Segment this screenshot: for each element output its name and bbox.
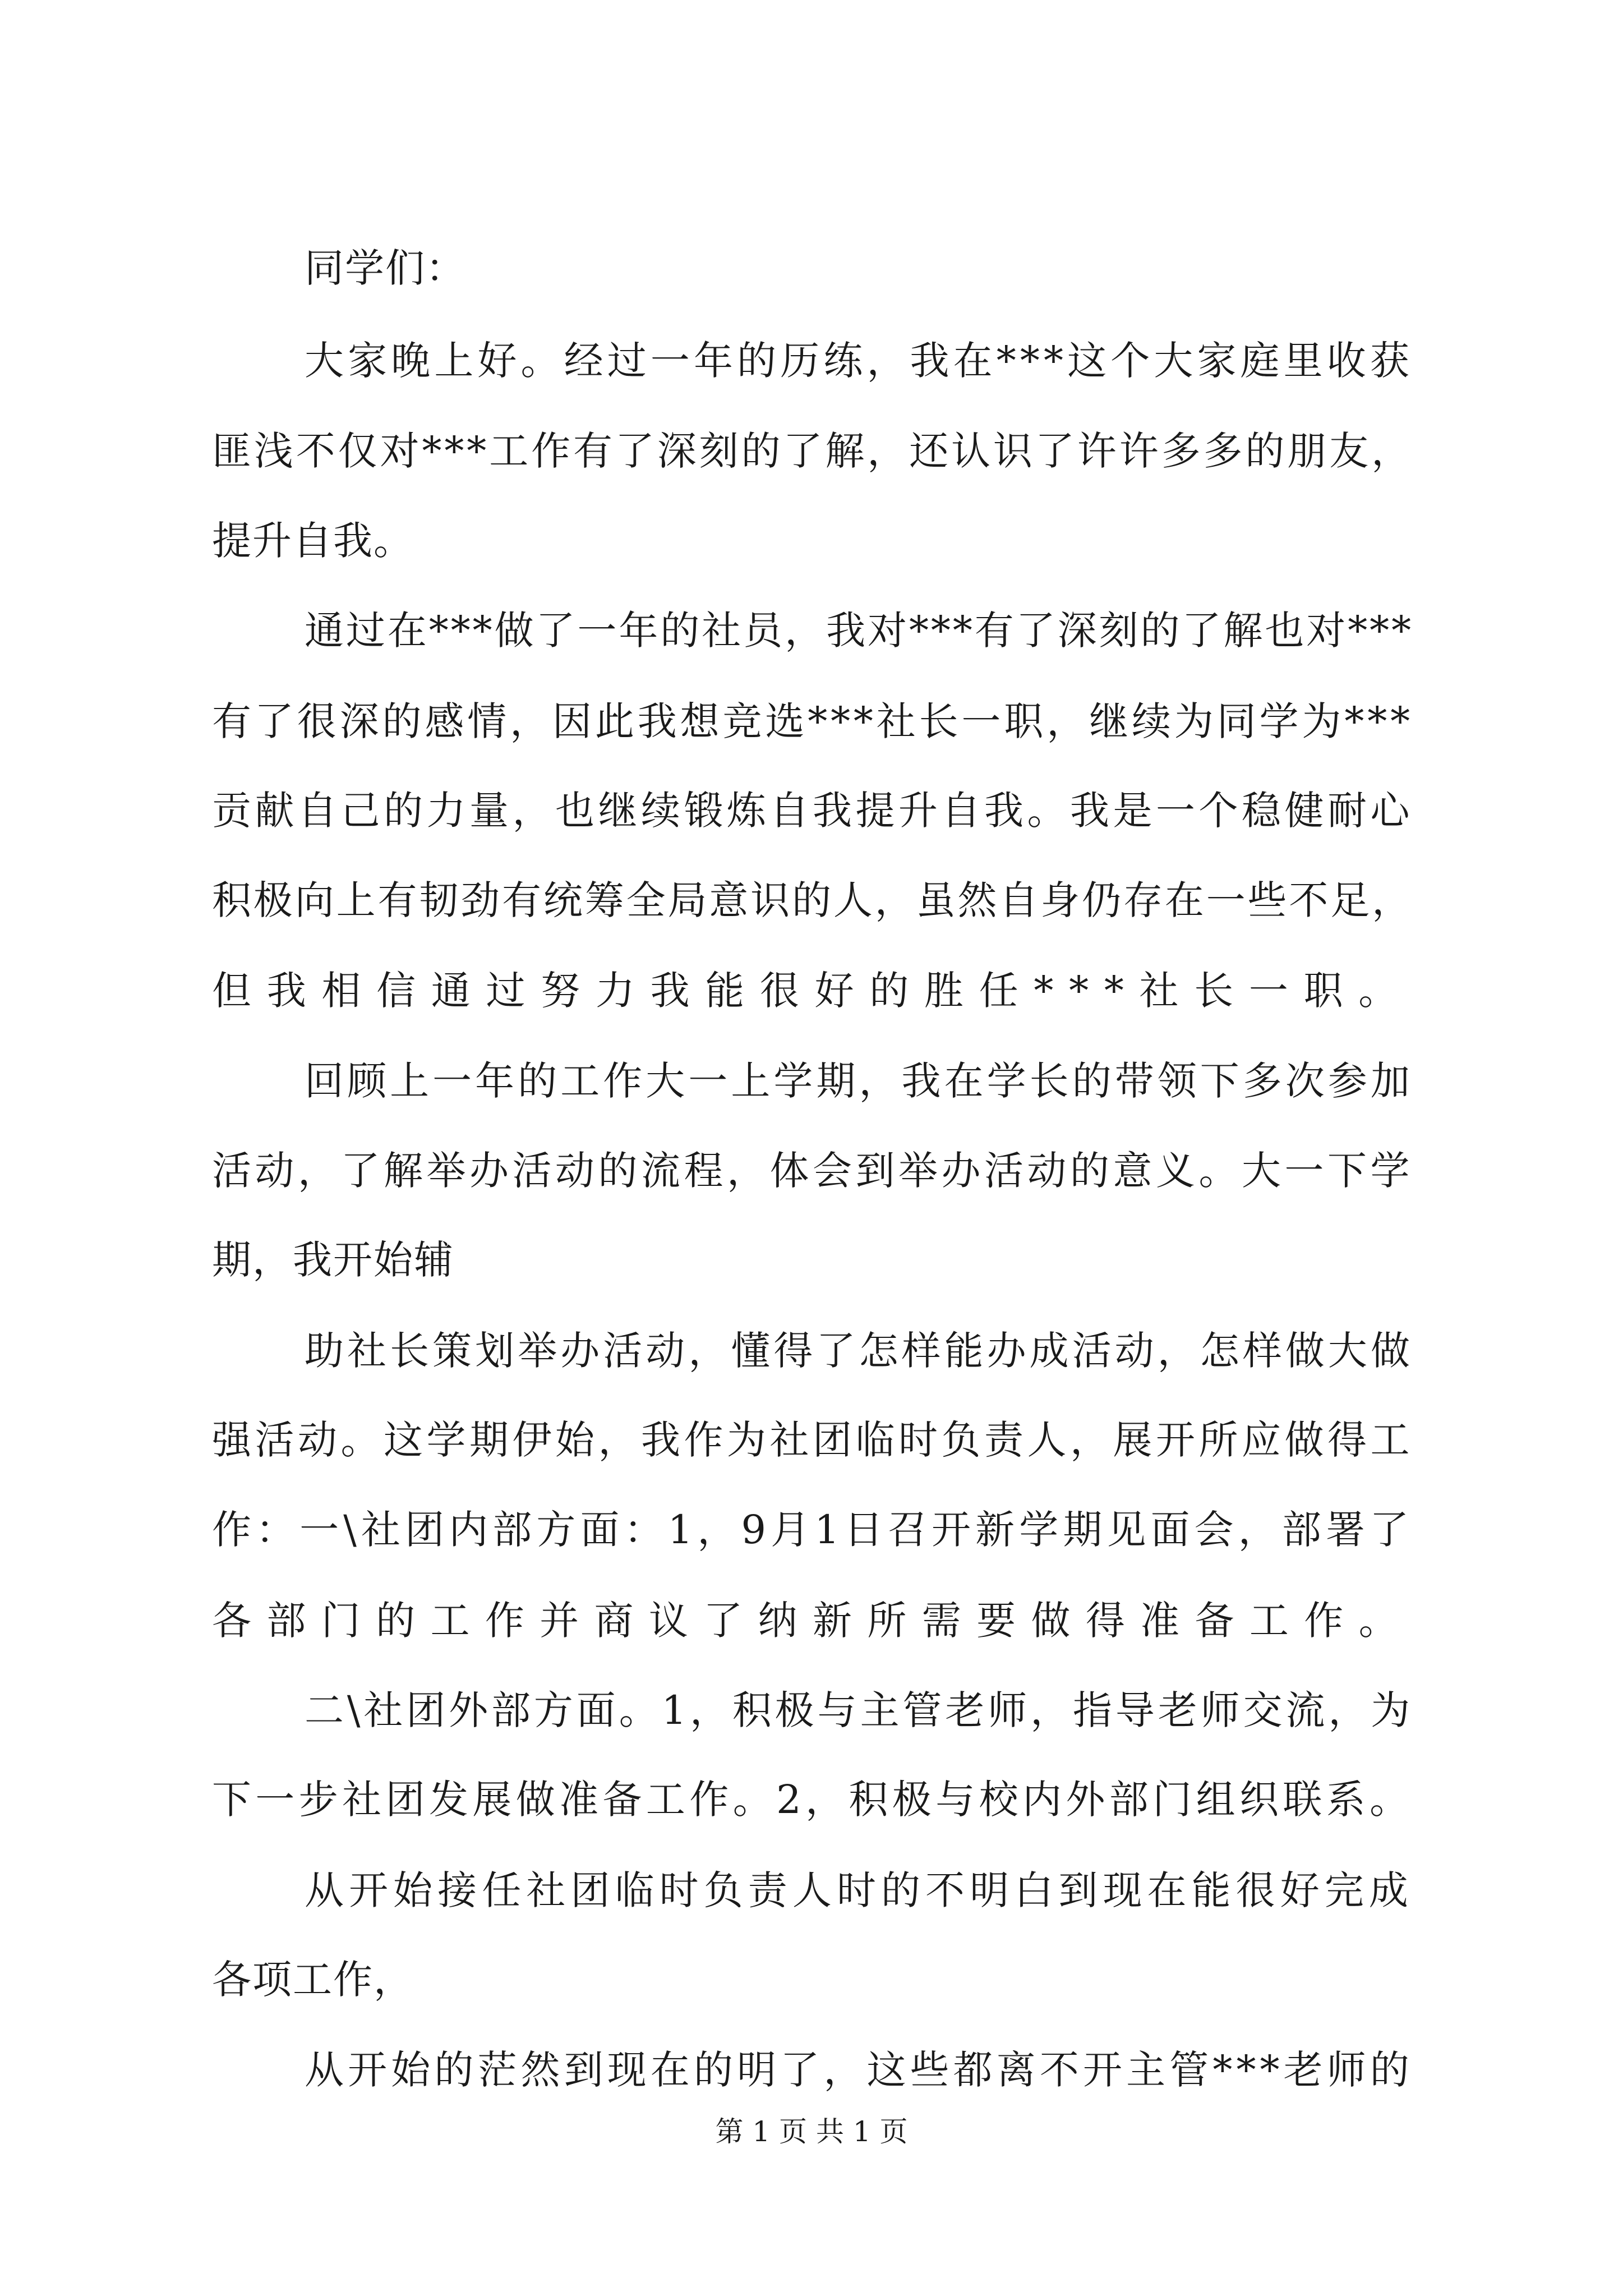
text-line: 贡献自己的力量，也继续锻炼自我提升自我。我是一个稳健耐心 <box>212 788 1413 834</box>
text-line: 同学们： <box>305 245 466 291</box>
text-line: 期，我开始辅 <box>212 1237 454 1283</box>
text-line: 活动，了解举办活动的流程，体会到举办活动的意义。大一下学 <box>212 1148 1413 1194</box>
page-number-footer: 第 1 页 共 1 页 <box>715 2115 908 2148</box>
text-line: 下一步社团发展做准备工作。2，积极与校内外部门组织联系。 <box>212 1777 1413 1823</box>
text-line: 提升自我。 <box>212 518 414 564</box>
text-line: 大家晚上好。经过一年的历练，我在***这个大家庭里收获 <box>305 338 1413 384</box>
text-line: 从开始的茫然到现在的明了，这些都离不开主管***老师的 <box>305 2047 1413 2093</box>
text-line: 匪浅不仅对***工作有了深刻的了解，还认识了许许多多的朋友， <box>212 428 1413 474</box>
text-line: 从开始接任社团临时负责人时的不明白到现在能很好完成 <box>305 1867 1413 1913</box>
text-line: 积极向上有韧劲有统筹全局意识的人，虽然自身仍存在一些不足， <box>212 877 1413 923</box>
text-line: 各项工作， <box>212 1957 414 2003</box>
text-line: 助社长策划举办活动，懂得了怎样能办成活动，怎样做大做 <box>305 1328 1413 1374</box>
text-line: 通过在***做了一年的社员，我对***有了深刻的了解也对*** <box>305 608 1413 654</box>
text-line: 但我相信通过努力我能很好的胜任***社长一职。 <box>212 968 1413 1014</box>
text-line: 作：一\社团内部方面：1，9月1日召开新学期见面会，部署了 <box>212 1507 1414 1553</box>
text-line: 各部门的工作并商议了纳新所需要做得准备工作。 <box>212 1598 1413 1644</box>
text-line: 回顾上一年的工作大一上学期，我在学长的带领下多次参加 <box>305 1058 1413 1104</box>
text-line: 二\社团外部方面。1，积极与主管老师，指导老师交流，为 <box>305 1687 1414 1733</box>
text-line: 强活动。这学期伊始，我作为社团临时负责人，展开所应做得工 <box>212 1417 1413 1463</box>
text-line: 有了很深的感情，因此我想竞选***社长一职，继续为同学为*** <box>212 698 1413 744</box>
